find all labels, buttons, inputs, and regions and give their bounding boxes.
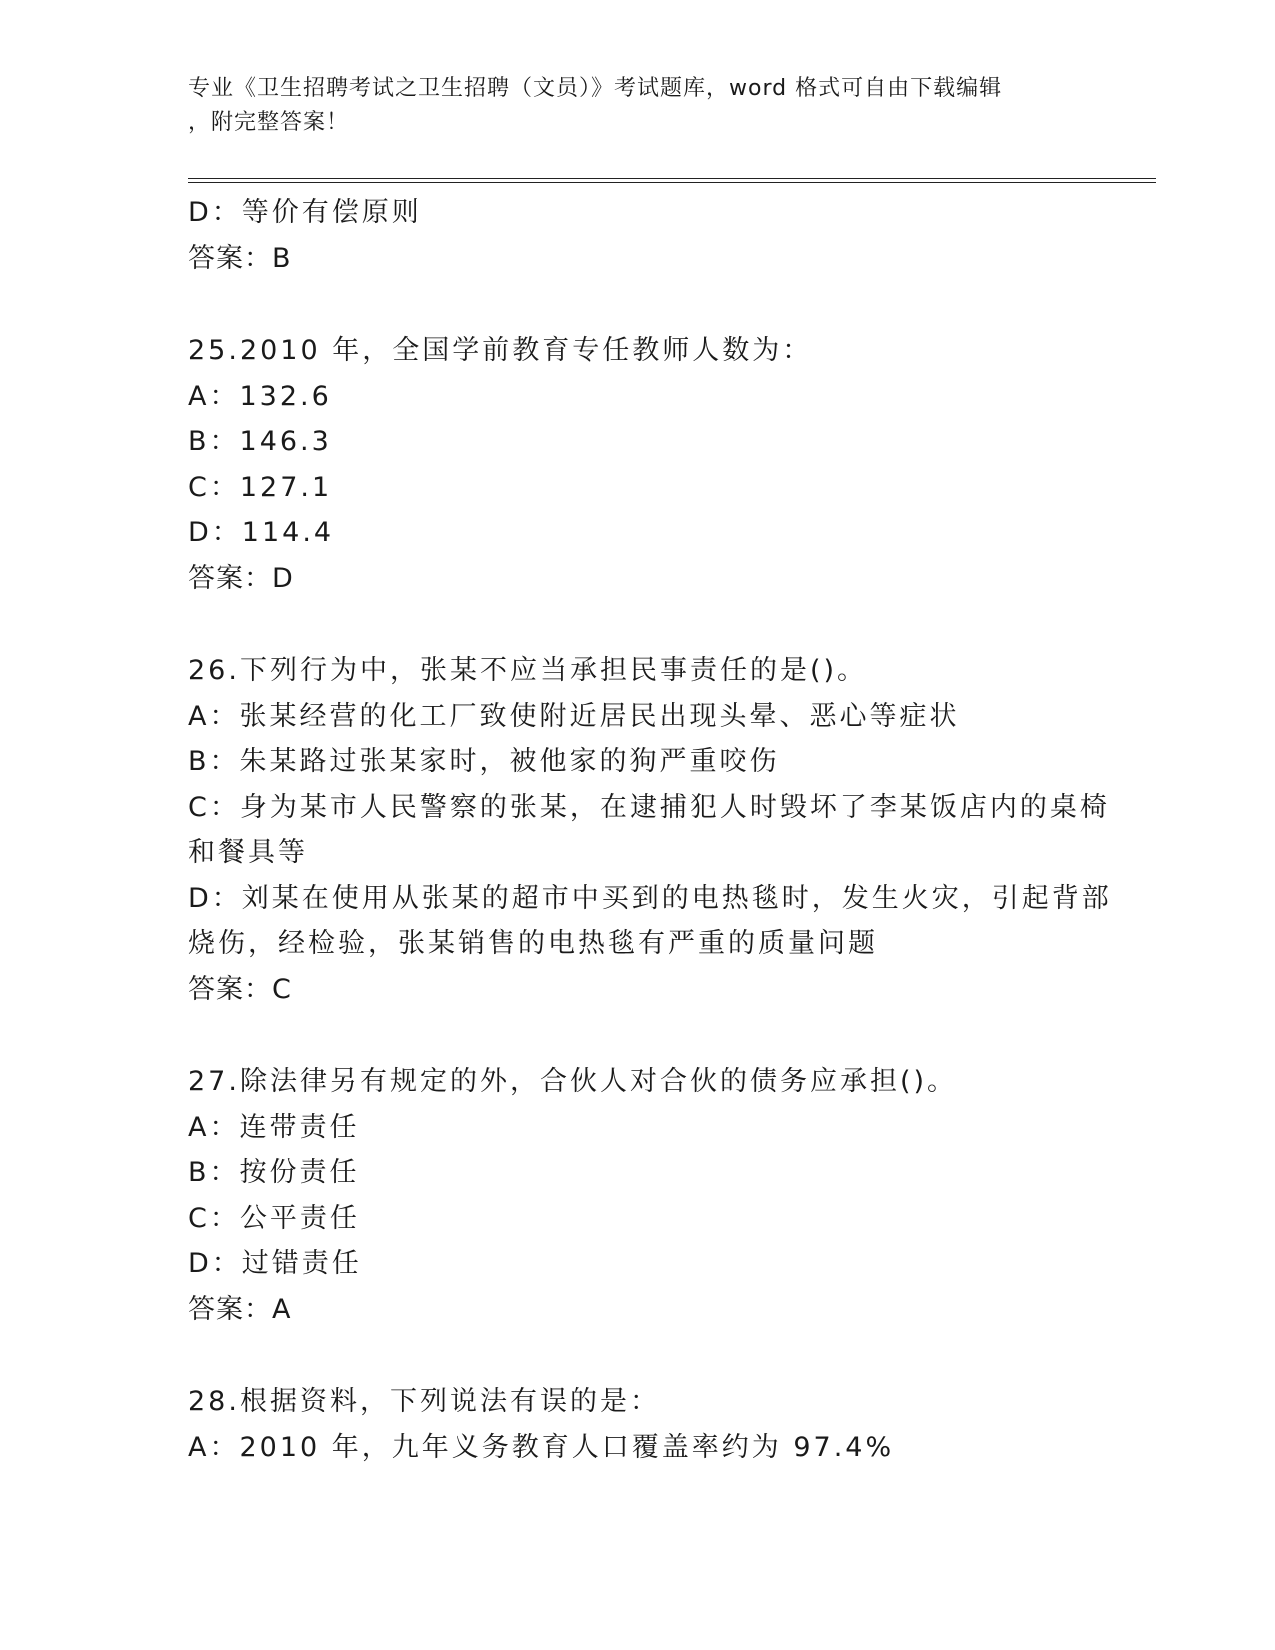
option-c-line-2: 和餐具等 bbox=[188, 837, 308, 868]
spacer bbox=[188, 1012, 1088, 1059]
option-d: D：114.4 bbox=[188, 517, 335, 548]
spacer bbox=[188, 1332, 1088, 1379]
option-b: B：按份责任 bbox=[188, 1157, 360, 1188]
header-divider-bottom bbox=[188, 182, 1156, 183]
option-d-line-2: 烧伤，经检验，张某销售的电热毯有严重的质量问题 bbox=[188, 928, 878, 959]
option-d: D：等价有偿原则 bbox=[188, 197, 422, 228]
header-divider-top bbox=[188, 178, 1156, 179]
option-a: A：132.6 bbox=[188, 380, 332, 412]
option-b: B：朱某路过张某家时，被他家的狗严重咬伤 bbox=[188, 746, 780, 777]
spacer bbox=[188, 601, 1088, 648]
option-c: C：公平责任 bbox=[188, 1202, 360, 1234]
question-stem: 25.2010 年，全国学前教育专任教师人数为： bbox=[188, 335, 813, 366]
question-26 bbox=[188, 648, 1112, 1012]
answer: 答案：B bbox=[188, 242, 292, 274]
question-stem: 27.除法律另有规定的外，合伙人对合伙的债务应承担()。 bbox=[188, 1066, 958, 1097]
question-24-tail bbox=[188, 190, 1088, 281]
option-a: A：连带责任 bbox=[188, 1111, 360, 1143]
answer: 答案：D bbox=[188, 562, 294, 594]
question-stem: 28.根据资料，下列说法有误的是： bbox=[188, 1386, 660, 1417]
question-27 bbox=[188, 1059, 1088, 1332]
question-25 bbox=[188, 328, 1088, 601]
header-line-1: 专业《卫生招聘考试之卫生招聘（文员）》考试题库，word 格式可自由下载编辑 bbox=[188, 76, 1003, 101]
option-b: B：146.3 bbox=[188, 426, 332, 457]
document-header bbox=[188, 72, 1088, 140]
spacer bbox=[188, 281, 1088, 328]
question-28 bbox=[188, 1379, 1088, 1470]
answer: 答案：A bbox=[188, 1293, 292, 1325]
answer: 答案：C bbox=[188, 973, 292, 1005]
option-c: C：127.1 bbox=[188, 471, 333, 503]
option-d-line-1: D：刘某在使用从张某的超市中买到的电热毯时，发生火灾，引起背部 bbox=[188, 882, 1112, 914]
option-a: A：2010 年，九年义务教育人口覆盖率约为 97.4% bbox=[188, 1431, 895, 1463]
option-a: A：张某经营的化工厂致使附近居民出现头晕、恶心等症状 bbox=[188, 700, 960, 732]
header-line-2: ，附完整答案！ bbox=[188, 110, 350, 135]
question-list bbox=[188, 190, 1112, 1470]
question-stem: 26.下列行为中，张某不应当承担民事责任的是()。 bbox=[188, 655, 868, 686]
option-c-line-1: C：身为某市人民警察的张某，在逮捕犯人时毁坏了李某饭店内的桌椅 bbox=[188, 791, 1110, 823]
option-d: D：过错责任 bbox=[188, 1248, 362, 1279]
